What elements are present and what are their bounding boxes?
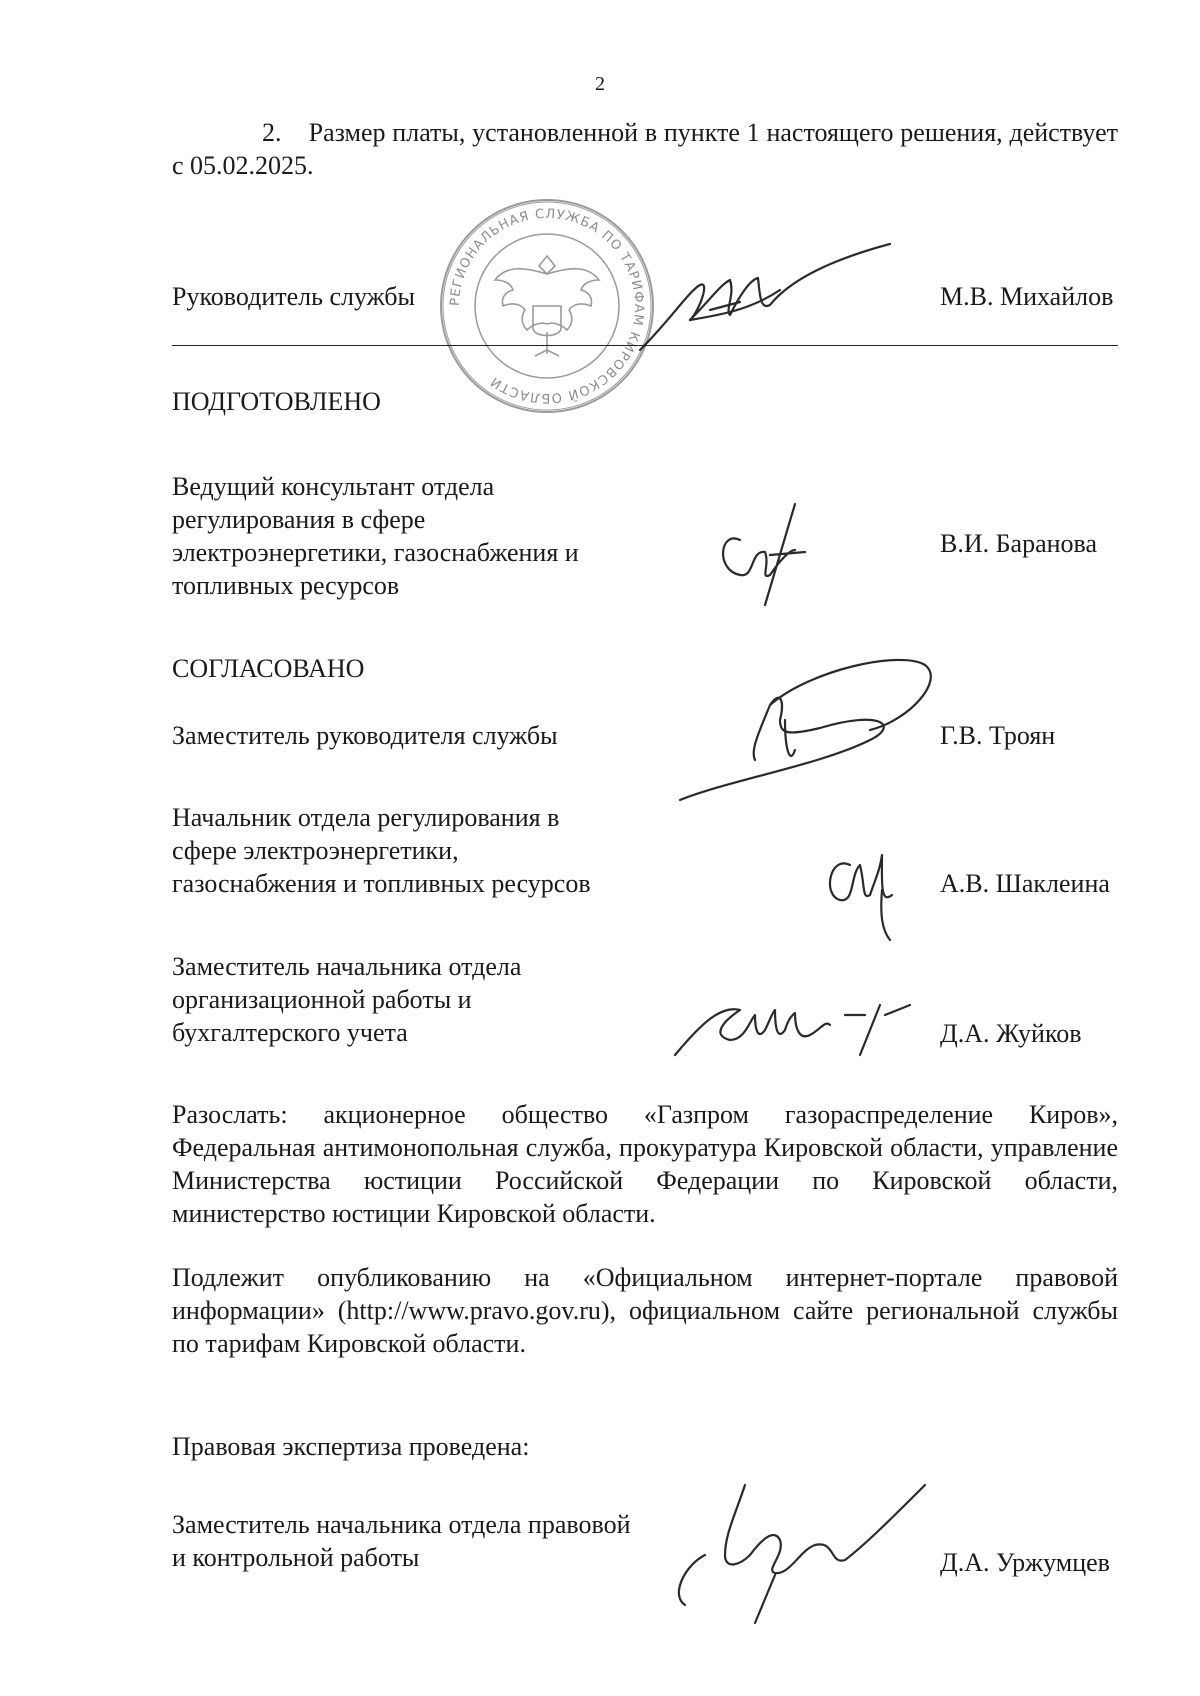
point-2-paragraph: 2. Размер платы, установленной в пункте 1 настоящего решения, действует с 05.02.2025. <box>172 118 1118 180</box>
signer-2-name: А.В. Шаклеина <box>940 869 1110 898</box>
separator-line <box>172 345 1118 346</box>
legal-review-position: Заместитель начальника отдела правовой и контрольной работы <box>172 1510 631 1572</box>
signer-1-signature <box>670 650 940 810</box>
prepared-signature <box>710 500 830 610</box>
head-position: Руководитель службы <box>172 282 415 311</box>
signer-3-signature <box>670 985 920 1065</box>
stamp-text: РЕГИОНАЛЬНАЯ СЛУЖБА ПО ТАРИФАМ КИРОВСКОЙ ОБЛАСТИ <box>447 206 647 406</box>
signer-1-name: Г.В. Троян <box>940 721 1056 750</box>
distribution-paragraph: Разослать: акционерное общество «Газпром газораспределение Киров», Федеральная антимонопольная служба, прокуратура Кировской области, управление Министерства юстиции Российской Федерации по Кировской области, министерство юстиции Кировской области. <box>172 1100 1118 1228</box>
head-name: М.В. Михайлов <box>940 282 1114 311</box>
signer-1-position: Заместитель руководителя службы <box>172 721 558 750</box>
prepared-position: Ведущий консультант отдела регулирования в сфере электроэнергетики, газоснабжения и топливных ресурсов <box>172 472 579 600</box>
prepared-heading: ПОДГОТОВЛЕНО <box>172 387 381 416</box>
agreed-heading: СОГЛАСОВАНО <box>172 654 365 683</box>
prepared-name: В.И. Баранова <box>940 529 1098 558</box>
signer-2-signature <box>820 835 910 945</box>
head-signature <box>630 240 910 360</box>
stamp-emblem <box>495 256 599 356</box>
legal-review-signature <box>665 1475 935 1625</box>
legal-review-heading: Правовая экспертиза проведена: <box>172 1432 530 1461</box>
official-stamp <box>437 196 657 416</box>
legal-review-name: Д.А. Уржумцев <box>940 1548 1110 1577</box>
signer-3-name: Д.А. Жуйков <box>940 1019 1082 1048</box>
publication-paragraph: Подлежит опубликованию на «Официальном интернет-портале правовой информации» (http://www.pravo.gov.ru), официальном сайте региональной службы по тарифам Кировской области. <box>172 1263 1118 1358</box>
signer-2-position: Начальник отдела регулирования в сфере электроэнергетики, газоснабжения и топливных ресурсов <box>172 803 591 898</box>
page-number: 2 <box>595 73 605 95</box>
signer-3-position: Заместитель начальника отдела организационной работы и бухгалтерского учета <box>172 952 522 1047</box>
